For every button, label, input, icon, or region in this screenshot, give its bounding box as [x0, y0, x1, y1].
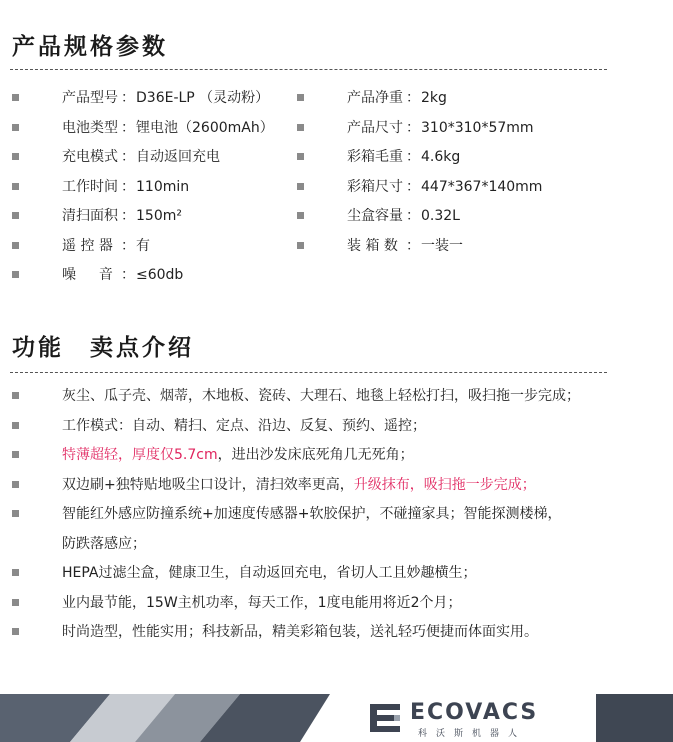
feature-bullet [12, 392, 19, 399]
spec-value: 自动返回充电 [136, 149, 220, 165]
spec-colon: ： [121, 119, 135, 136]
spec-bullet [12, 271, 19, 278]
feature-text: 时尚造型，性能实用；科技新品，精美彩箱包装，送礼轻巧便捷而体面实用。 [62, 624, 538, 640]
spec-value: 0.32L [421, 208, 460, 224]
spec-bullet [12, 94, 19, 101]
spec-value: 447*367*140mm [421, 178, 543, 195]
spec-colon: ： [406, 237, 420, 254]
feature-highlight-text: 特薄超轻，厚度仅5.7cm [62, 447, 218, 463]
spec-value: ≤60db [136, 267, 184, 283]
brand-name: ECOVACS [410, 700, 539, 725]
specs-title: 产品规格参数 [12, 34, 168, 60]
spec-colon: ： [406, 149, 420, 165]
spec-label: 产品净重 [347, 90, 403, 106]
spec-bullet [297, 242, 304, 249]
spec-colon: ： [406, 90, 420, 106]
feature-item [62, 417, 426, 435]
feature-bullet [12, 422, 19, 429]
features-title: 功能 卖点介绍 [12, 335, 194, 361]
feature-item [62, 446, 414, 464]
spec-colon: ： [121, 208, 135, 224]
footer-banner [0, 694, 673, 742]
spec-value: 150m² [136, 208, 182, 224]
spec-value: 2kg [421, 90, 447, 106]
spec-label: 工作时间 [62, 178, 118, 195]
feature-text: 双边刷+独特贴地吸尘口设计，清扫效率更高， [62, 476, 354, 493]
feature-bullet [12, 451, 19, 458]
spec-value: 310*310*57mm [421, 119, 534, 136]
spec-value: 一装一 [421, 237, 463, 254]
feature-item [62, 505, 561, 523]
ecovacs-logo [362, 694, 562, 742]
feature-item [62, 476, 536, 494]
spec-value: 有 [136, 237, 150, 254]
feature-text: 智能红外感应防撞系统+加速度传感器+软胶保护，不碰撞家具；智能探测楼梯， [62, 506, 562, 522]
spec-bullet [297, 153, 304, 160]
spec-label: 产品尺寸 [347, 119, 403, 136]
brand-tagline: 科沃斯机器人 [418, 729, 527, 739]
spec-colon: ： [121, 237, 135, 254]
feature-item [62, 623, 538, 641]
spec-label: 彩箱毛重 [347, 149, 403, 165]
feature-item [62, 594, 461, 612]
spec-bullet [12, 153, 19, 160]
spec-colon: ： [121, 149, 135, 165]
spec-bullet [12, 242, 19, 249]
spec-bullet [12, 212, 19, 219]
feature-text: 灰尘、瓜子壳、烟蒂，木地板、瓷砖、大理石、地毯上轻松打扫，吸扫拖一步完成； [62, 388, 580, 404]
spec-bullet [297, 94, 304, 101]
spec-label: 清扫面积 [62, 208, 118, 224]
spec-bullet [297, 183, 304, 190]
feature-text: 工作模式：自动、精扫、定点、沿边、反复、预约、遥控； [62, 417, 426, 434]
spec-colon: ： [406, 208, 420, 224]
spec-label: 充电模式 [62, 149, 118, 165]
spec-label: 彩箱尺寸 [347, 178, 403, 195]
feature-bullet [12, 510, 19, 517]
spec-label: 尘盒容量 [347, 208, 403, 224]
spec-value: 110min [136, 178, 190, 195]
spec-value: 4.6kg [421, 149, 461, 165]
footer-stripes [0, 694, 673, 742]
spec-label: 产品型号 [62, 90, 118, 106]
feature-text: ，进出沙发床底死角几无死角； [217, 447, 414, 463]
spec-value: 锂电池（2600mAh） [136, 119, 274, 136]
spec-label: 电池类型 [62, 119, 118, 136]
ecovacs-logo-icon [368, 702, 402, 734]
feature-bullet [12, 569, 19, 576]
feature-bullet [12, 599, 19, 606]
features-divider [10, 372, 607, 373]
feature-text: 业内最节能，15W主机功率，每天工作，1度电能用将近2个月； [62, 594, 462, 611]
spec-bullet [297, 124, 304, 131]
spec-bullet [12, 124, 19, 131]
feature-item [62, 564, 477, 582]
spec-label: 遥 控 器 [62, 237, 113, 254]
spec-colon: ： [406, 178, 420, 195]
spec-value: D36E-LP （灵动粉） [136, 90, 270, 106]
spec-bullet [297, 212, 304, 219]
feature-item [62, 387, 580, 405]
feature-bullet [12, 481, 19, 488]
feature-item-continuation: 防跌落感应； [62, 535, 146, 552]
spec-colon: ： [121, 90, 135, 106]
spec-bullet [12, 183, 19, 190]
feature-bullet [12, 628, 19, 635]
spec-label: 噪 音 [62, 267, 113, 283]
spec-colon: ： [121, 267, 135, 283]
spec-label: 装 箱 数 [347, 237, 398, 254]
feature-highlight-text: 升级抹布，吸扫拖一步完成； [353, 476, 536, 493]
spec-colon: ： [406, 119, 420, 136]
feature-text: HEPA过滤尘盒，健康卫生，自动返回充电，省切人工且妙趣横生； [62, 565, 477, 581]
specs-divider [10, 69, 607, 70]
spec-colon: ： [121, 178, 135, 195]
